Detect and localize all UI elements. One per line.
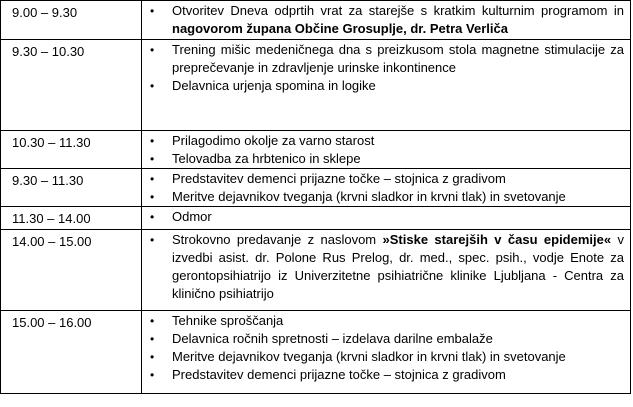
activity-item xyxy=(172,208,624,226)
activity-list xyxy=(142,208,624,226)
activity-list xyxy=(142,170,624,206)
time-cell: 9.30 – 11.30 xyxy=(1,169,142,207)
activity-text: Odmor xyxy=(172,209,212,224)
activity-item xyxy=(172,77,624,95)
time-cell: 15.00 – 16.00 xyxy=(1,311,142,394)
activity-text-bold: nagovorom župana Občine Grosuplje, dr. Petra Verliča xyxy=(172,21,508,36)
activity-item xyxy=(172,330,624,348)
activity-item xyxy=(172,348,624,366)
activity-text: Strokovno predavanje z naslovom xyxy=(172,232,383,247)
activity-item xyxy=(172,2,624,38)
activity-list xyxy=(142,132,624,168)
activity-item xyxy=(172,150,624,168)
activities-cell xyxy=(142,1,631,40)
activity-item xyxy=(172,366,624,384)
activity-text: Telovadba za hrbtenico in sklepe xyxy=(172,151,361,166)
activity-list xyxy=(142,312,624,384)
activities-cell xyxy=(142,207,631,230)
activity-list xyxy=(142,2,624,38)
schedule-row xyxy=(1,131,631,169)
activity-item xyxy=(172,312,624,330)
schedule-body xyxy=(1,1,631,394)
activities-cell xyxy=(142,230,631,311)
time-cell: 9.00 – 9.30 xyxy=(1,1,142,40)
time-cell: 9.30 – 10.30 xyxy=(1,40,142,131)
schedule-row xyxy=(1,40,631,131)
activity-item xyxy=(172,132,624,150)
activities-cell xyxy=(142,40,631,131)
activity-list xyxy=(142,41,624,95)
schedule-row xyxy=(1,230,631,311)
activity-item xyxy=(172,231,624,303)
activity-text: v izvedbi asist. dr. Polone Rus Prelog, dr. med., spec. psih., vodje Enote za gerontopsihiatrijo iz Univerzitetne psihiatrične klinike Ljubljana - Centra za klinično psihiatrijo xyxy=(172,232,624,301)
schedule-row xyxy=(1,1,631,40)
activities-cell xyxy=(142,131,631,169)
activity-text: Tehnike sproščanja xyxy=(172,313,284,328)
schedule-row xyxy=(1,311,631,394)
activity-text: Predstavitev demenci prijazne točke – stojnica z gradivom xyxy=(172,171,506,186)
activity-text: Delavnica urjenja spomina in logike xyxy=(172,78,376,93)
time-cell: 10.30 – 11.30 xyxy=(1,131,142,169)
activity-text: Delavnica ročnih spretnosti – izdelava darilne embalaže xyxy=(172,331,493,346)
time-cell: 11.30 – 14.00 xyxy=(1,207,142,230)
activities-cell xyxy=(142,169,631,207)
activity-text: Meritve dejavnikov tveganja (krvni sladkor in krvni tlak) in svetovanje xyxy=(172,189,566,204)
activity-text-bold: »Stiske starejših v času epidemije« xyxy=(382,232,612,247)
activity-item xyxy=(172,41,624,77)
activity-item xyxy=(172,188,624,206)
activity-item xyxy=(172,170,624,188)
activity-text: Otvoritev Dneva odprtih vrat za starejše s kratkim kulturnim programom in xyxy=(172,3,624,18)
activity-text: Predstavitev demenci prijazne točke – stojnica z gradivom xyxy=(172,367,506,382)
activity-text: Prilagodimo okolje za varno starost xyxy=(172,133,375,148)
activity-text: Trening mišic medeničnega dna s preizkusom stola magnetne stimulacije za preprečevanje in zdravljenje urinske inkontinence xyxy=(172,42,624,75)
activities-cell xyxy=(142,311,631,394)
schedule-row xyxy=(1,169,631,207)
activity-text: Meritve dejavnikov tveganja (krvni sladkor in krvni tlak) in svetovanje xyxy=(172,349,566,364)
activity-list xyxy=(142,231,624,303)
schedule-row xyxy=(1,207,631,230)
time-cell: 14.00 – 15.00 xyxy=(1,230,142,311)
